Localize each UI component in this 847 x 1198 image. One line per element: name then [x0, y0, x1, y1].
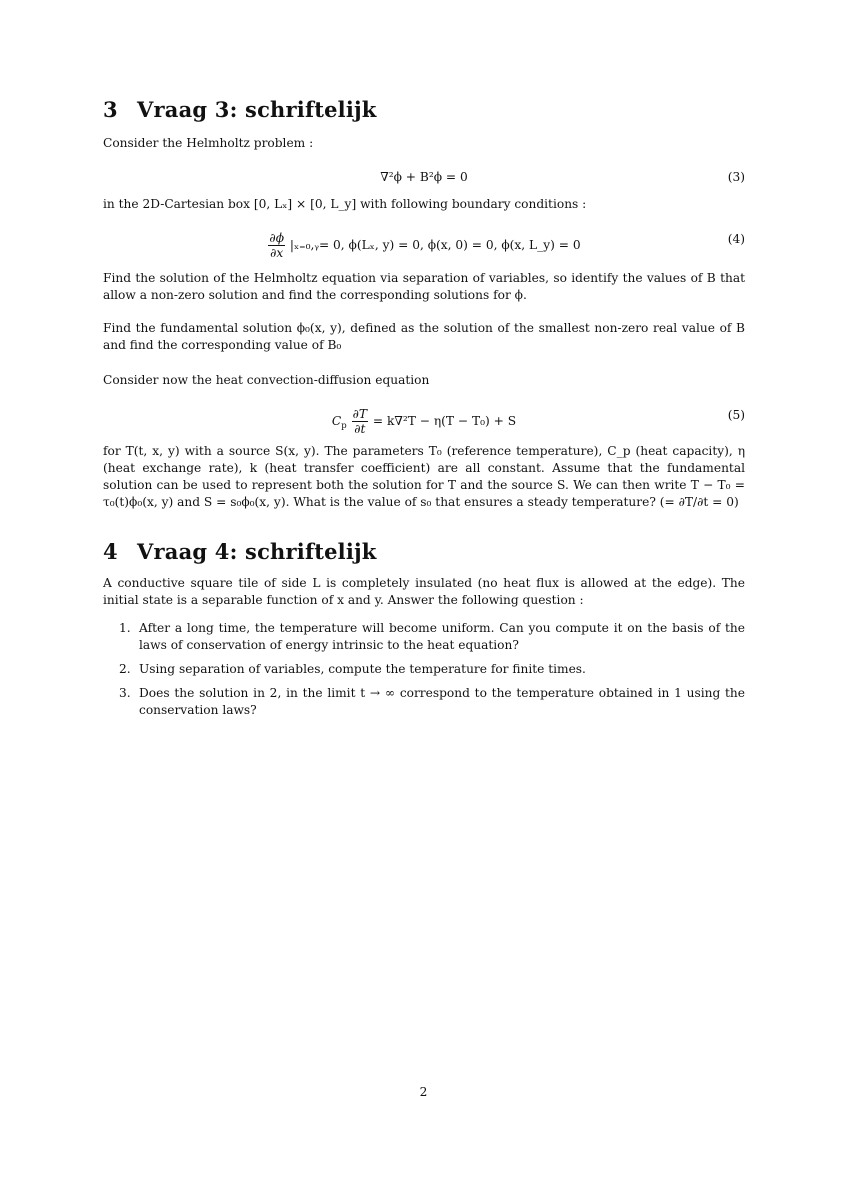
section-3-intro: Consider the Helmholtz problem : [103, 136, 314, 150]
equation-5-tag: (5) [727, 408, 745, 422]
equation-3-tag: (3) [727, 170, 745, 184]
equation-4-rest: |ₓ₌₀,ᵧ= 0, ϕ(Lₓ, y) = 0, ϕ(x, 0) = 0, ϕ(x, L_y) = 0 [289, 238, 581, 252]
page-number: 2 [419, 1085, 428, 1099]
section-3-heading [103, 98, 377, 122]
section-3-number: 3 [103, 97, 118, 122]
equation-5-lhs-sub: p [341, 421, 347, 431]
list-item-index: 3. [119, 686, 131, 700]
section-4-heading [103, 540, 377, 564]
question-list [103, 620, 745, 726]
equation-4-fraction [268, 231, 285, 260]
section-3-box-text: in the 2D-Cartesian box [0, Lₓ] × [0, L_y] with following boundary conditions : [103, 197, 587, 211]
equation-5 [103, 398, 745, 436]
list-item-text: Using separation of variables, compute the temperature for finite times. [139, 662, 586, 676]
equation-5-fraction [352, 407, 368, 436]
list-item [103, 661, 745, 678]
list-item [103, 685, 745, 719]
equation-4-frac-bottom: ∂x [270, 246, 284, 260]
equation-5-lhs: C [331, 414, 342, 428]
equation-3 [103, 169, 745, 193]
equation-3-body: ∇²ϕ + B²ϕ = 0 [380, 170, 468, 184]
section-4-number: 4 [103, 539, 118, 564]
equation-5-rhs: = k∇²T − η(T − T₀) + S [372, 414, 517, 428]
list-item-text: After a long time, the temperature will become uniform. Can you compute it on the basis of the laws of conservation of energy intrinsic to the heat equation? [139, 621, 745, 652]
section-3-para-1: Find the solution of the Helmholtz equation via separation of variables, so identify the values of B that allow a non-zero solution and find the corresponding solutions for ϕ. [103, 271, 745, 302]
section-3-title: Vraag 3: schriftelijk [137, 97, 377, 122]
section-4-title: Vraag 4: schriftelijk [137, 539, 377, 564]
equation-4-frac-top: ∂ϕ [269, 231, 285, 245]
list-item [103, 620, 745, 654]
equation-4-tag: (4) [727, 232, 745, 246]
list-item-index: 1. [119, 621, 131, 635]
list-item-index: 2. [119, 662, 131, 676]
section-3-para-3: Consider now the heat convection-diffusion equation [103, 373, 430, 387]
equation-5-frac-top: ∂T [352, 407, 368, 421]
list-item-text: Does the solution in 2, in the limit t → ∞ correspond to the temperature obtained in 1 using the conservation laws? [139, 686, 745, 717]
section-3-para-2: Find the fundamental solution ϕ₀(x, y), defined as the solution of the smallest non-zero real value of B and find the corresponding value of B₀ [103, 321, 745, 352]
equation-4 [103, 222, 745, 260]
equation-5-frac-bottom: ∂t [354, 422, 366, 436]
section-3-para-4: for T(t, x, y) with a source S(x, y). The parameters T₀ (reference temperature), C_p (heat capacity), η (heat exchange rate), k (heat transfer coefficient) are all constant. Assume that the fundamental solution can be used to represent both the solution for T and the source S. We can then write T − T₀ = τ₀(t)ϕ₀(x, y) and S = s₀ϕ₀(x, y). What is the value of s₀ that ensures a steady temperature? (= ∂T/∂t = 0) [103, 444, 745, 509]
section-4-intro: A conductive square tile of side L is completely insulated (no heat flux is allowed at the edge). The initial state is a separable function of x and y. Answer the following question : [103, 576, 745, 607]
